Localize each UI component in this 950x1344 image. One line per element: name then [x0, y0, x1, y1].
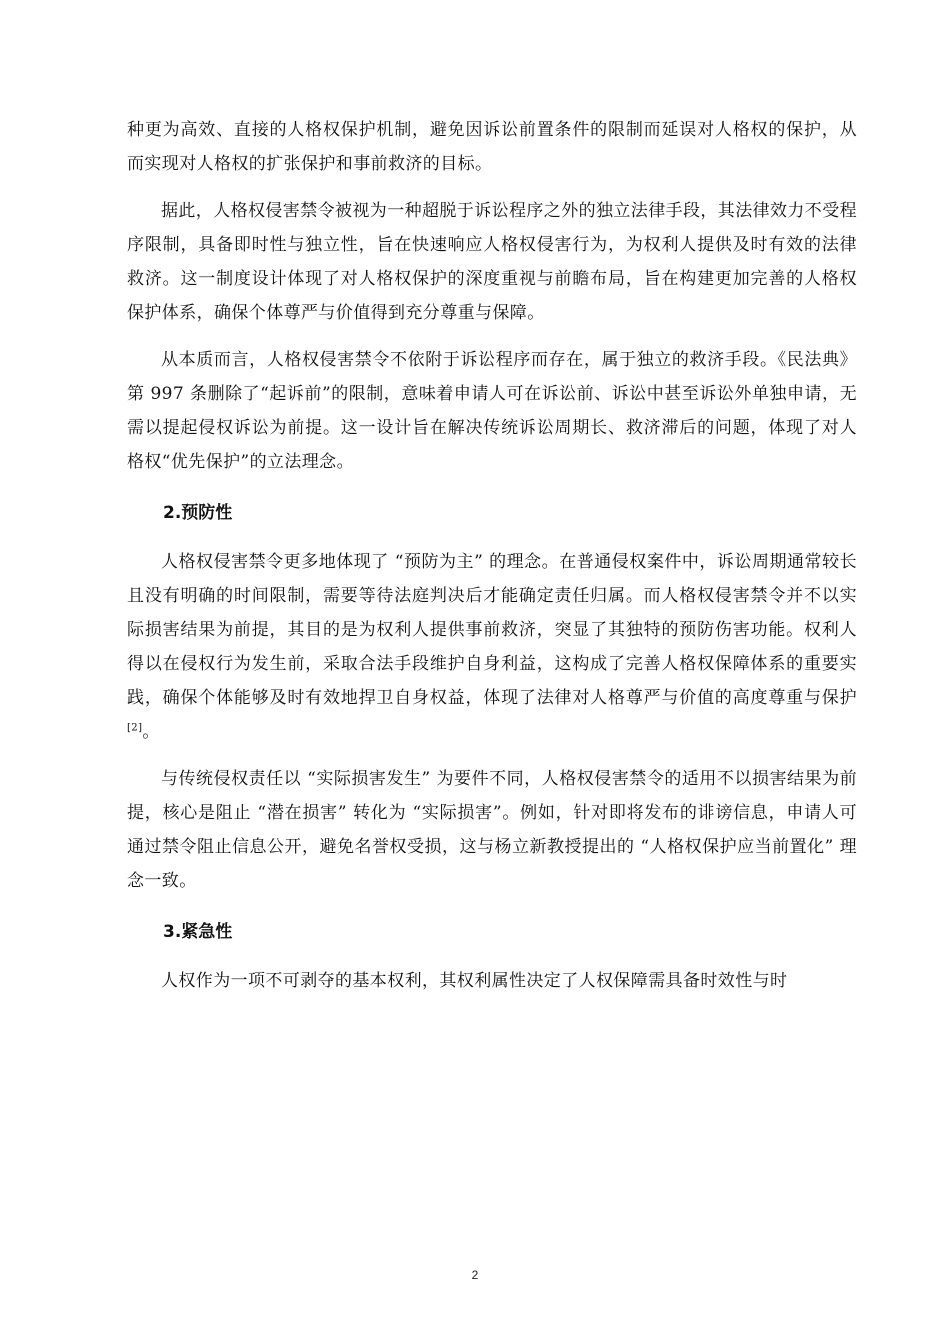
paragraph-text: 人格权侵害禁令更多地体现了 “预防为主” 的理念。在普通侵权案件中，诉讼周期通常较长且没有明确的时间限制，需要等待法庭判决后才能确定责任归属。而人格权侵害禁令并不以实际损害结果为前提，其目的是为权利人提供事前救济，突显了其独特的预防伤害功能。权利人得以在侵权行为发生前，采取合法手段维护自身利益，这构成了完善人格权保障体系的重要实践，确保个体能够及时有效地捍卫自身权益，体现了法律对人格尊严与价值的高度尊重与保护	[127, 552, 857, 708]
heading-number: 3.	[163, 922, 182, 942]
paragraph-text: 人权作为一项不可剥夺的基本权利，其权利属性决定了人权保障需具备时效性与时	[161, 971, 788, 991]
paragraph	[127, 194, 857, 330]
paragraph	[127, 762, 857, 898]
paragraph-end: 。	[142, 722, 160, 742]
section-heading-prevention	[127, 496, 857, 530]
paragraph-truncated	[127, 964, 857, 998]
page-number: 2	[471, 1268, 479, 1282]
heading-title: 紧急性	[181, 922, 233, 942]
citation-reference: [2]	[127, 722, 143, 734]
page-content	[127, 113, 857, 1011]
heading-number: 2.	[163, 503, 182, 523]
paragraph-text: 与传统侵权责任以 “实际损害发生” 为要件不同，人格权侵害禁令的适用不以损害结果为前提，核心是阻止 “潜在损害” 转化为 “实际损害”。例如，针对即将发布的诽谤信息，申请人可通过禁令阻止信息公开，避免名誉权受损，这与杨立新教授提出的 “人格权保护应当前置化” 理念一致。	[127, 769, 857, 891]
paragraph	[127, 343, 857, 479]
paragraph	[127, 545, 857, 749]
paragraph-text: 种更为高效、直接的人格权保护机制，避免因诉讼前置条件的限制而延误对人格权的保护，从而实现对人格权的扩张保护和事前救济的目标。	[127, 120, 857, 174]
paragraph-text: 从本质而言，人格权侵害禁令不依附于诉讼程序而存在，属于独立的救济手段。《民法典》第 997 条删除了“起诉前”的限制，意味着申请人可在诉讼前、诉讼中甚至诉讼外单独申请，无需以提起侵权诉讼为前提。这一设计旨在解决传统诉讼周期长、救济滞后的问题，体现了对人格权“优先保护”的立法理念。	[127, 350, 857, 472]
heading-title: 预防性	[181, 503, 233, 523]
section-heading-urgency	[127, 915, 857, 949]
paragraph-continued	[127, 113, 857, 181]
paragraph-text: 据此，人格权侵害禁令被视为一种超脱于诉讼程序之外的独立法律手段，其法律效力不受程序限制，具备即时性与独立性，旨在快速响应人格权侵害行为，为权利人提供及时有效的法律救济。这一制度设计体现了对人格权保护的深度重视与前瞻布局，旨在构建更加完善的人格权保护体系，确保个体尊严与价值得到充分尊重与保障。	[127, 201, 857, 323]
